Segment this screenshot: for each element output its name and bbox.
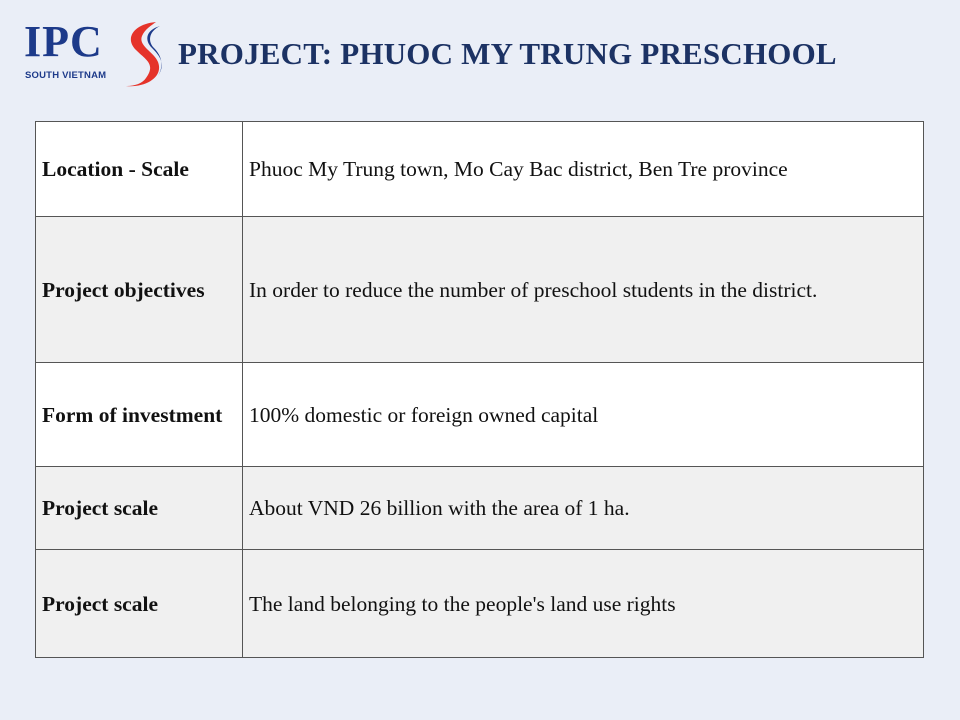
table-row — [36, 363, 924, 467]
row-value: The land belonging to the people's land use rights — [243, 550, 924, 658]
logo-subtitle: SOUTH VIETNAM — [25, 70, 107, 81]
logo-mark-text: IPC — [24, 17, 103, 66]
row-label: Form of investment — [36, 363, 243, 467]
row-label: Project scale — [36, 467, 243, 550]
row-label: Project scale — [36, 550, 243, 658]
row-value: 100% domestic or foreign owned capital — [243, 363, 924, 467]
table-row — [36, 217, 924, 363]
table-row — [36, 122, 924, 217]
row-label: Project objectives — [36, 217, 243, 363]
ipc-logo — [24, 18, 164, 90]
table-row — [36, 550, 924, 658]
row-value: About VND 26 billion with the area of 1 ha. — [243, 467, 924, 550]
page-title: PROJECT: PHUOC MY TRUNG PRESCHOOL — [178, 36, 837, 71]
table-row — [36, 467, 924, 550]
project-info-table — [35, 121, 924, 658]
logo-swoosh-icon — [116, 18, 168, 88]
row-value: In order to reduce the number of preschool students in the district. — [243, 217, 924, 363]
row-value: Phuoc My Trung town, Mo Cay Bac district, Ben Tre province — [243, 122, 924, 217]
row-label: Location - Scale — [36, 122, 243, 217]
